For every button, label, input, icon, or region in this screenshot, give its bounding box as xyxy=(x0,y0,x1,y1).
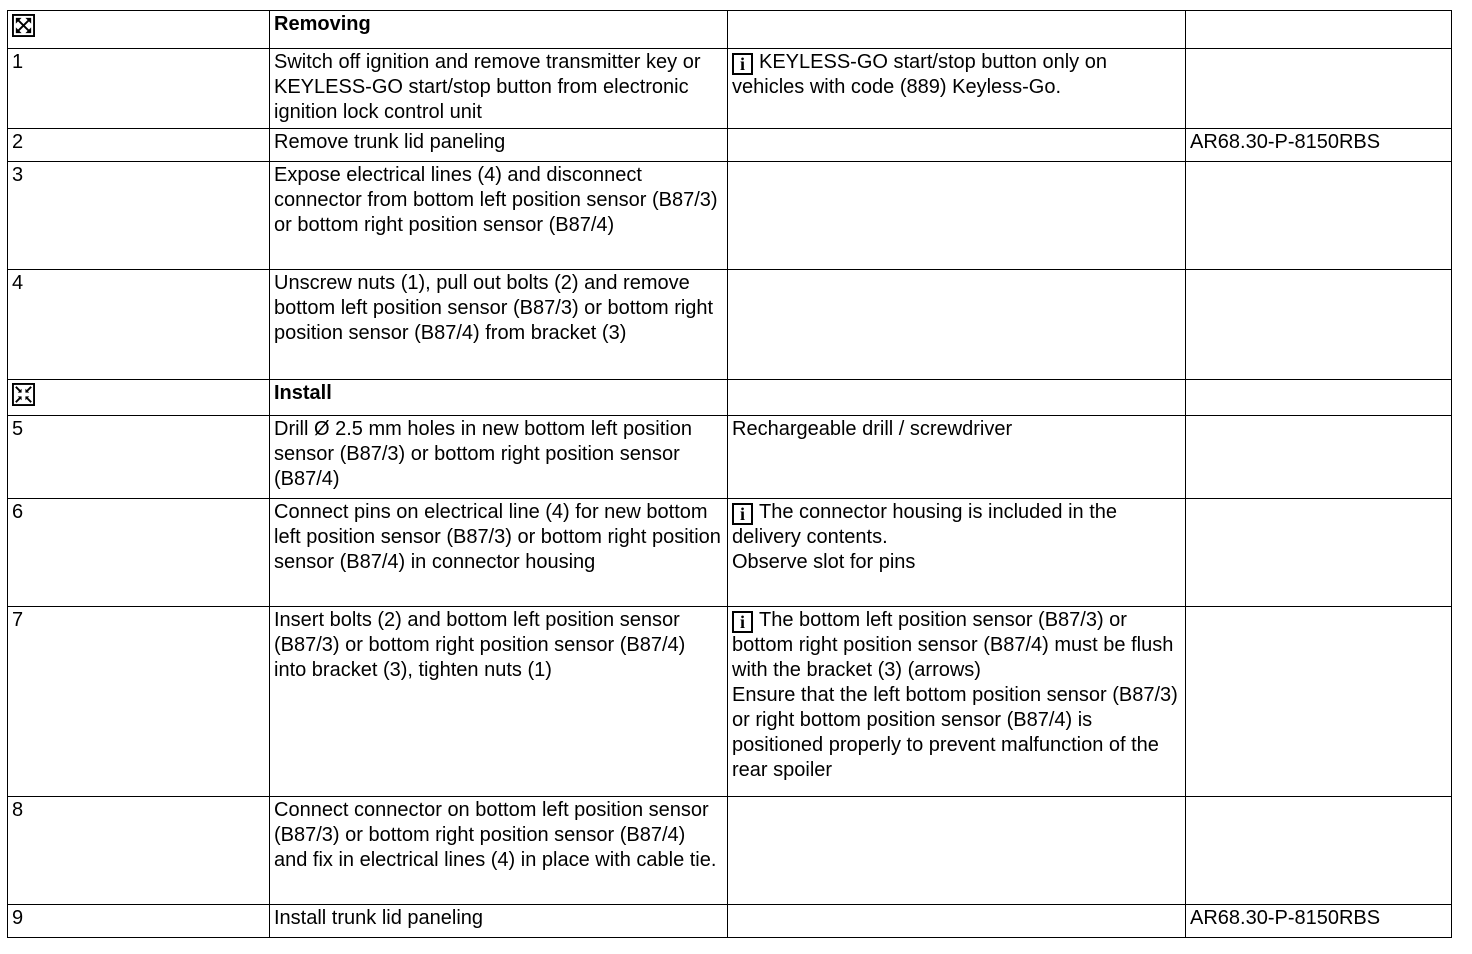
step-number: 9 xyxy=(8,905,270,938)
step-reference[interactable]: AR68.30-P-8150RBS xyxy=(1186,905,1452,938)
step-row xyxy=(8,499,1452,607)
step-row xyxy=(8,162,1452,270)
step-note xyxy=(728,607,1186,797)
step-text: Install trunk lid paneling xyxy=(270,905,728,938)
step-reference xyxy=(1186,607,1452,797)
note-text: The bottom left position sensor (B87/3) or bottom right position sensor (B87/4) must be flush with the bracket (3) (arrows) xyxy=(732,609,1174,681)
info-icon: i xyxy=(732,611,753,633)
step-text: Remove trunk lid paneling xyxy=(270,129,728,162)
step-note xyxy=(728,797,1186,905)
step-text: Connect pins on electrical line (4) for new bottom left position sensor (B87/3) or bottom right position sensor (B87/4) in connector housing xyxy=(270,499,728,607)
empty-cell xyxy=(728,11,1186,49)
collapse-arrows-icon xyxy=(12,383,35,406)
section-title: Removing xyxy=(270,11,728,49)
section-icon-cell xyxy=(8,11,270,49)
step-text: Connect connector on bottom left position sensor (B87/3) or bottom right position sensor (B87/4) and fix in electrical lines (4) in place with cable tie. xyxy=(270,797,728,905)
step-number: 6 xyxy=(8,499,270,607)
step-reference xyxy=(1186,270,1452,380)
step-row xyxy=(8,797,1452,905)
step-reference xyxy=(1186,797,1452,905)
step-text: Switch off ignition and remove transmitter key or KEYLESS-GO start/stop button from electronic ignition lock control unit xyxy=(270,49,728,129)
step-note xyxy=(728,162,1186,270)
step-text: Expose electrical lines (4) and disconnect connector from bottom left position sensor (B87/3) or bottom right position sensor (B87/4) xyxy=(270,162,728,270)
step-number: 4 xyxy=(8,270,270,380)
step-number: 1 xyxy=(8,49,270,129)
section-header-install xyxy=(8,380,1452,416)
step-row xyxy=(8,416,1452,499)
section-header-removing xyxy=(8,11,1452,49)
section-title: Install xyxy=(270,380,728,416)
note-text: Observe slot for pins xyxy=(732,551,916,573)
empty-cell xyxy=(1186,380,1452,416)
expand-arrows-icon xyxy=(12,14,35,37)
step-text: Unscrew nuts (1), pull out bolts (2) and remove bottom left position sensor (B87/3) or bottom right position sensor (B87/4) from bracket (3) xyxy=(270,270,728,380)
step-row xyxy=(8,49,1452,129)
info-icon: i xyxy=(732,503,753,525)
step-reference xyxy=(1186,49,1452,129)
step-note xyxy=(728,499,1186,607)
step-row xyxy=(8,905,1452,938)
step-number: 7 xyxy=(8,607,270,797)
step-row xyxy=(8,129,1452,162)
note-text: KEYLESS-GO start/stop button only on vehicles with code (889) Keyless-Go. xyxy=(732,51,1107,98)
step-number: 3 xyxy=(8,162,270,270)
procedure-table xyxy=(7,10,1452,938)
note-text: Ensure that the left bottom position sensor (B87/3) or right bottom position sensor (B87/4) is positioned properly to prevent malfunction of the rear spoiler xyxy=(732,684,1178,781)
step-reference xyxy=(1186,162,1452,270)
info-icon: i xyxy=(732,53,753,75)
step-note xyxy=(728,129,1186,162)
step-note xyxy=(728,49,1186,129)
empty-cell xyxy=(1186,11,1452,49)
step-text: Insert bolts (2) and bottom left position sensor (B87/3) or bottom right position sensor (B87/4) into bracket (3), tighten nuts (1) xyxy=(270,607,728,797)
step-reference xyxy=(1186,416,1452,499)
step-reference xyxy=(1186,499,1452,607)
empty-cell xyxy=(728,380,1186,416)
note-text: The connector housing is included in the delivery contents. xyxy=(732,501,1118,548)
step-note xyxy=(728,905,1186,938)
step-row xyxy=(8,270,1452,380)
step-number: 5 xyxy=(8,416,270,499)
step-text: Drill Ø 2.5 mm holes in new bottom left position sensor (B87/3) or bottom right position sensor (B87/4) xyxy=(270,416,728,499)
step-row xyxy=(8,607,1452,797)
step-note xyxy=(728,270,1186,380)
section-icon-cell xyxy=(8,380,270,416)
step-number: 2 xyxy=(8,129,270,162)
step-note: Rechargeable drill / screwdriver xyxy=(728,416,1186,499)
step-number: 8 xyxy=(8,797,270,905)
step-reference[interactable]: AR68.30-P-8150RBS xyxy=(1186,129,1452,162)
